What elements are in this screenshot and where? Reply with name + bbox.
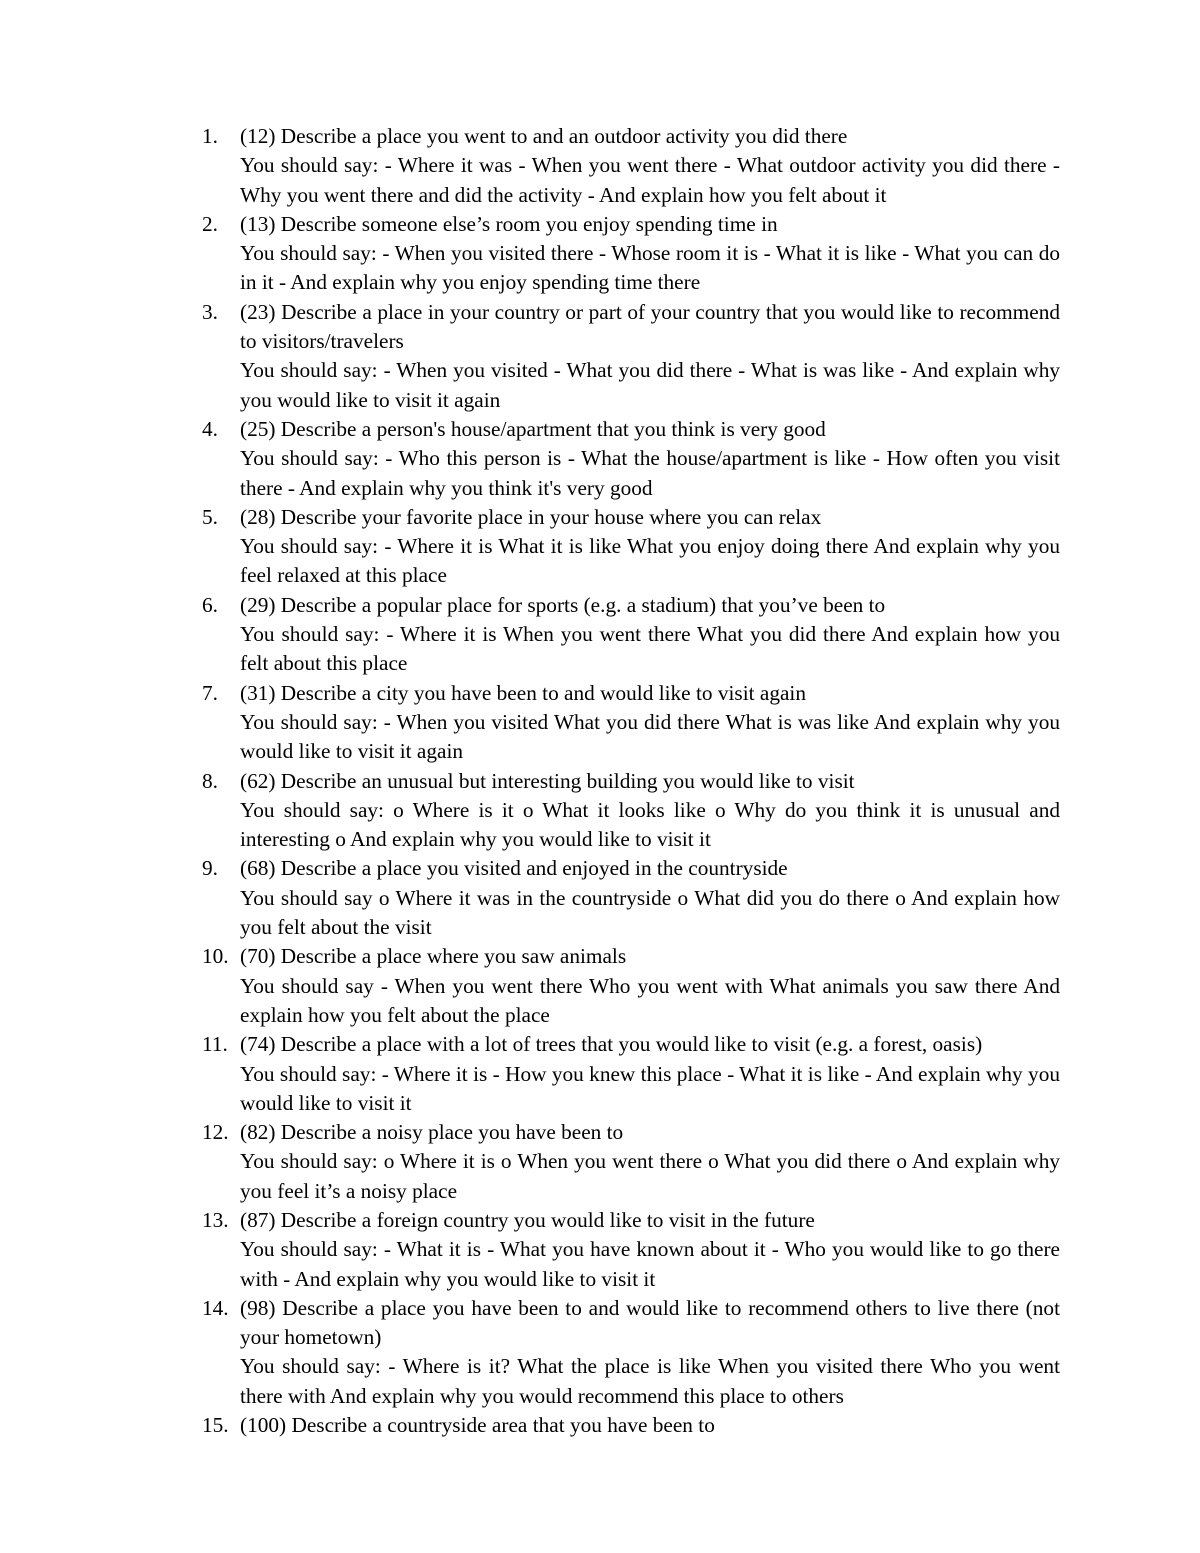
list-item	[200, 122, 1060, 210]
topic-title: (28) Describe your favorite place in your house where you can relax	[240, 504, 822, 529]
topic-number: 11.	[202, 1032, 228, 1057]
list-item	[200, 298, 1060, 415]
list-item	[200, 1411, 1060, 1440]
topic-prompt: You should say: - What it is - What you have known about it - Who you would like to go there with - And explain why you would like to visit it	[240, 1237, 1060, 1291]
topic-prompt: You should say: o Where it is o When you went there o What you did there o And explain why you feel it’s a noisy place	[240, 1149, 1060, 1203]
topic-number: 10.	[202, 944, 229, 969]
topic-prompt: You should say: - When you visited What you did there What is was like And explain why you would like to visit it again	[240, 709, 1060, 764]
topic-title: (25) Describe a person's house/apartment that you think is very good	[240, 416, 826, 441]
list-item	[200, 679, 1060, 767]
topic-title: (82) Describe a noisy place you have been to	[240, 1120, 624, 1145]
list-item	[200, 210, 1060, 298]
topic-title: (100) Describe a countryside area that you have been to	[240, 1413, 715, 1438]
topic-title: (31) Describe a city you have been to and would like to visit again	[240, 680, 806, 705]
topic-number: 4.	[202, 416, 218, 441]
list-item	[200, 942, 1060, 1030]
topic-title: (98) Describe a place you have been to and would like to recommend others to live there (not your hometown)	[240, 1295, 1060, 1350]
list-item	[200, 503, 1060, 591]
topic-title: (62) Describe an unusual but interesting building you would like to visit	[240, 768, 855, 793]
topic-title: (29) Describe a popular place for sports (e.g. a stadium) that you’ve been to	[240, 592, 886, 617]
topic-prompt: You should say - When you went there Who you went with What animals you saw there And explain how you felt about the place	[240, 973, 1060, 1027]
topic-prompt: You should say: - When you visited - What you did there - What is was like - And explain why you would like to visit it again	[240, 358, 1060, 412]
topic-number: 1.	[202, 124, 218, 148]
list-item	[200, 767, 1060, 855]
topic-number: 3.	[202, 299, 218, 324]
topic-number: 9.	[202, 856, 218, 881]
topic-number: 5.	[202, 504, 218, 529]
topic-prompt: You should say o Where it was in the countryside o What did you do there o And explain how you felt about the visit	[240, 885, 1060, 940]
topic-title: (87) Describe a foreign country you would like to visit in the future	[240, 1207, 815, 1232]
list-item	[200, 1294, 1060, 1411]
topic-title: (23) Describe a place in your country or part of your country that you would like to recommend to visitors/travelers	[240, 299, 1060, 354]
topic-prompt: You should say: - Where it is - How you knew this place - What it is like - And explain why you would like to visit it	[240, 1061, 1060, 1115]
topic-prompt: You should say: - Where is it? What the place is like When you visited there Who you went there with And explain why you would recommend this place to others	[240, 1354, 1060, 1408]
topic-title: (68) Describe a place you visited and enjoyed in the countryside	[240, 856, 788, 881]
list-item	[200, 854, 1060, 942]
topic-prompt: You should say: - Where it was - When you went there - What outdoor activity you did there - Why you went there and did the activity - And explain how you felt about it	[240, 153, 1060, 207]
topic-title: (70) Describe a place where you saw animals	[240, 944, 627, 969]
topic-number: 12.	[202, 1120, 229, 1145]
topic-number: 6.	[202, 592, 218, 617]
topic-list	[200, 122, 1060, 1440]
list-item	[200, 415, 1060, 503]
topic-number: 8.	[202, 768, 218, 793]
topic-prompt: You should say: - Where it is When you went there What you did there And explain how you felt about this place	[240, 622, 1060, 676]
list-item	[200, 1118, 1060, 1206]
topic-number: 13.	[202, 1207, 229, 1232]
topic-number: 2.	[202, 211, 218, 236]
topic-title: (74) Describe a place with a lot of trees that you would like to visit (e.g. a forest, oasis)	[240, 1032, 983, 1057]
topic-number: 15.	[202, 1413, 229, 1438]
topic-prompt: You should say: - Who this person is - What the house/apartment is like - How often you visit there - And explain why you think it's very good	[240, 446, 1060, 500]
topic-prompt: You should say: - Where it is What it is like What you enjoy doing there And explain why you feel relaxed at this place	[240, 534, 1060, 588]
list-item	[200, 1206, 1060, 1294]
topic-title: (12) Describe a place you went to and an outdoor activity you did there	[240, 124, 848, 148]
topic-prompt: You should say: o Where is it o What it looks like o Why do you think it is unusual and interesting o And explain why you would like to visit it	[240, 797, 1060, 852]
list-item	[200, 591, 1060, 679]
topic-title: (13) Describe someone else’s room you enjoy spending time in	[240, 211, 778, 236]
topic-number: 7.	[202, 680, 218, 705]
list-item	[200, 1030, 1060, 1118]
topic-prompt: You should say: - When you visited there - Whose room it is - What it is like - What you can do in it - And explain why you enjoy spending time there	[240, 241, 1060, 295]
topic-number: 14.	[202, 1295, 229, 1320]
